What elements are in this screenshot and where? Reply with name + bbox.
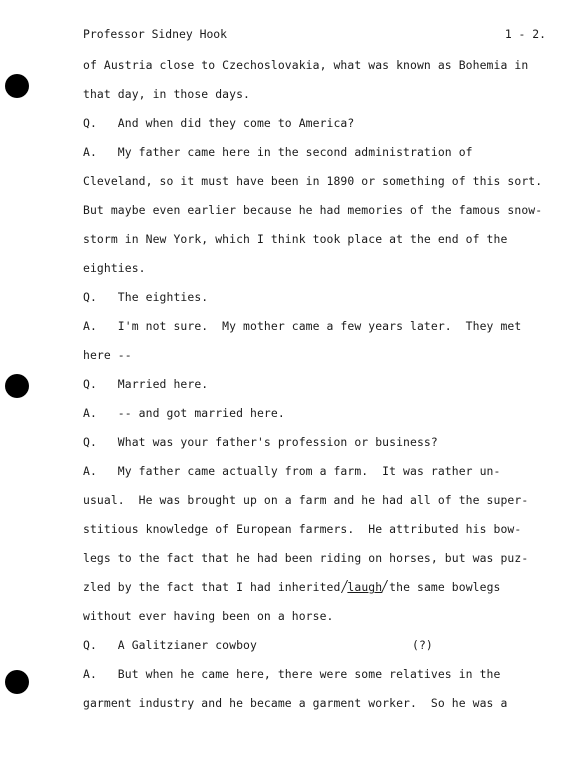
binder-hole-bottom	[5, 670, 29, 694]
transcript-line: here --	[83, 348, 132, 362]
transcript-line: Cleveland, so it must have been in 1890 or something of this sort.	[83, 174, 543, 188]
uncertain-marker: (?)	[412, 638, 433, 652]
editorial-note: laugh	[347, 580, 383, 594]
transcript-line: garment industry and he became a garment worker. So he was a	[83, 696, 508, 710]
transcript-line: A. I'm not sure. My mother came a few years later. They met	[83, 319, 522, 333]
page-number: 1 - 2.	[504, 27, 546, 41]
transcript-line: eighties.	[83, 261, 146, 275]
transcript-line: A. But when he came here, there were some relatives in the	[83, 667, 501, 681]
transcript-line: A. My father came here in the second administration of	[83, 145, 473, 159]
editorial-insertion	[347, 580, 382, 594]
transcript-line: Q. The eighties.	[83, 290, 209, 304]
interviewee-name: Professor Sidney Hook	[83, 27, 228, 41]
transcript-line: Q. Married here.	[83, 377, 209, 391]
transcript-line: But maybe even earlier because he had memories of the famous snow-	[83, 203, 543, 217]
transcript-line: that day, in those days.	[83, 87, 250, 101]
transcript-line: of Austria close to Czechoslovakia, what was known as Bohemia in	[83, 58, 529, 72]
transcript-line: legs to the fact that he had been riding on horses, but was puz-	[83, 551, 529, 565]
transcript-line: Q. What was your father's profession or business?	[83, 435, 438, 449]
transcript-line: stitious knowledge of European farmers. He attributed his bow-	[83, 522, 522, 536]
transcript-line: A. My father came actually from a farm. It was rather un-	[83, 464, 501, 478]
transcript-text: zled by the fact that I had inherited	[83, 580, 348, 594]
transcript-line	[83, 580, 501, 594]
transcript-text: the same bowlegs	[382, 580, 501, 594]
transcript-line: storm in New York, which I think took place at the end of the	[83, 232, 508, 246]
transcript-line: Q. A Galitzianer cowboy	[83, 638, 257, 652]
binder-hole-top	[5, 74, 29, 98]
transcript-line: A. -- and got married here.	[83, 406, 285, 420]
binder-hole-middle	[5, 374, 29, 398]
transcript-line: usual. He was brought up on a farm and he had all of the super-	[83, 493, 529, 507]
transcript-line: without ever having been on a horse.	[83, 609, 334, 623]
transcript-line: Q. And when did they come to America?	[83, 116, 355, 130]
